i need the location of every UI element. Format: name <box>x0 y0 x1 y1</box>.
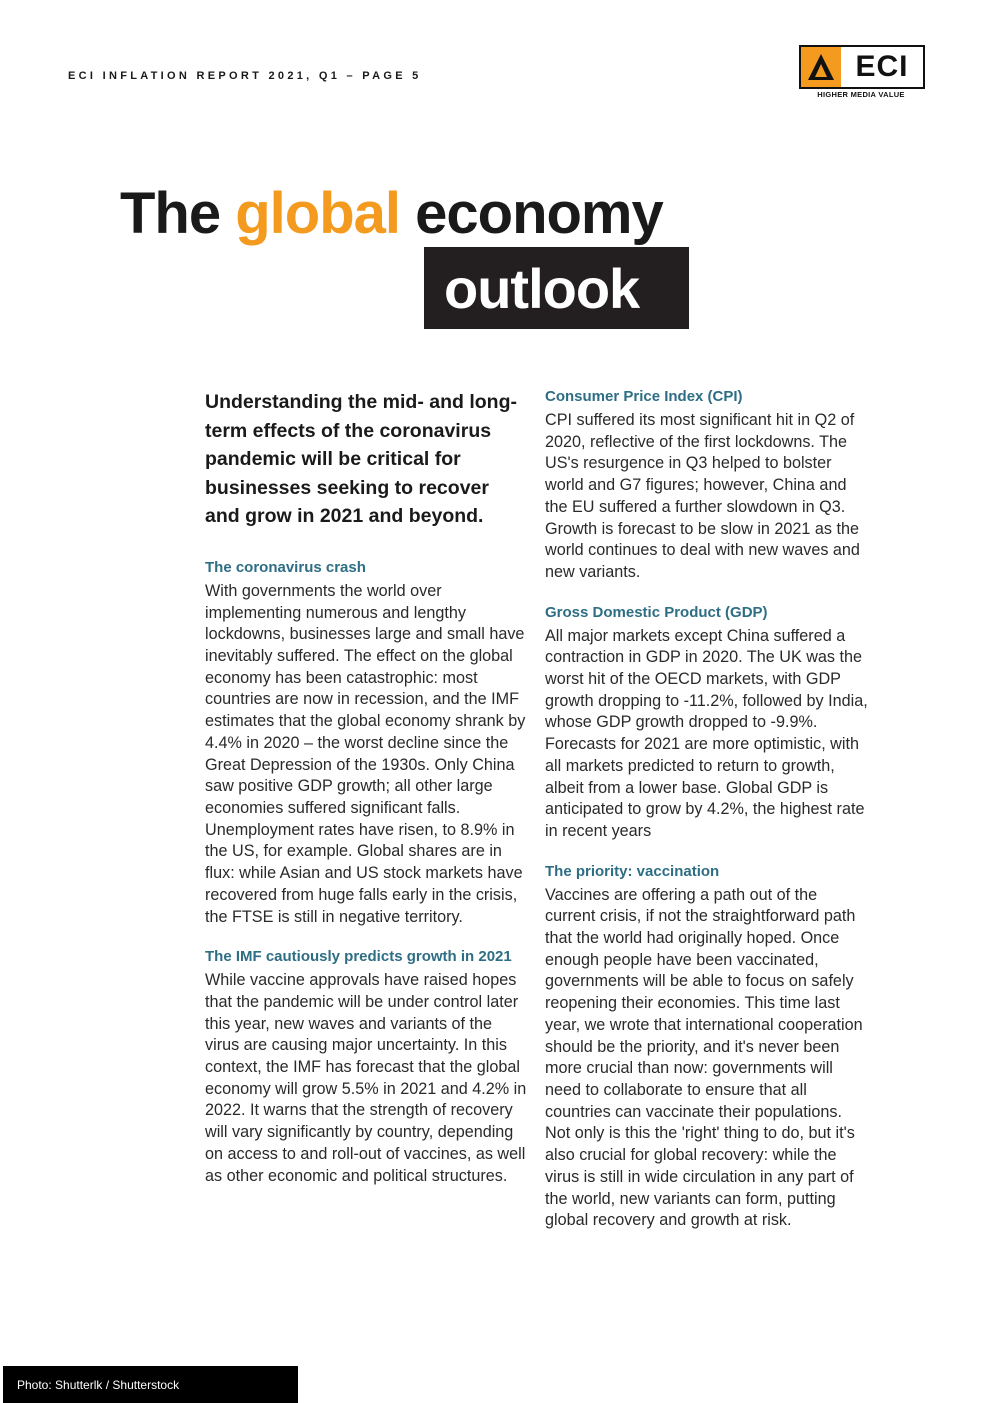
section-imf-growth <box>205 948 527 1187</box>
logo-box <box>799 45 925 89</box>
photo-credit: Photo: Shutterlk / Shutterstock <box>3 1366 298 1403</box>
section-cpi <box>545 388 870 584</box>
section-body: All major markets except China suffered a contraction in GDP in 2020. The UK was the worst hit of the OECD markets, with GDP growth dropping to -11.2%, followed by India, whose GDP growth dropped to -9.9%. Forecasts for 2021 are more optimistic, with all markets predicted to return to growth, albeit from a lower base. Global GDP is anticipated to grow by 4.2%, the highest rate in recent years <box>545 626 868 840</box>
title-accent-word: global <box>235 181 401 246</box>
section-body: CPI suffered its most significant hit in Q2 of 2020, reflective of the first lockdowns. The US's resurgence in Q3 helped to bolster world and G7 figures; however, China and the EU suffered a further slowdown in Q3. Growth is forecast to be slow in 2021 as the world continues to deal with new waves and new variants. <box>545 411 860 581</box>
title-boxed-word: outlook <box>424 247 689 329</box>
right-column <box>545 388 870 1252</box>
logo-tagline: HIGHER MEDIA VALUE <box>817 90 905 99</box>
eci-logo <box>799 45 925 101</box>
running-header: ECI INFLATION REPORT 2021, Q1 – PAGE 5 <box>68 70 422 82</box>
section-gdp <box>545 604 870 843</box>
page-title <box>120 180 663 247</box>
section-heading: Gross Domestic Product (GDP) <box>545 603 768 621</box>
section-coronavirus-crash <box>205 559 527 928</box>
left-column <box>205 388 527 1207</box>
section-vaccination <box>545 863 870 1232</box>
section-heading: Consumer Price Index (CPI) <box>545 388 743 405</box>
title-word-the: The <box>120 181 236 246</box>
section-body: With governments the world over implementing numerous and lengthy lockdowns, businesses large and small have inevitably suffered. The effect on the global economy has been catastrophic: most countries are now in recession, and the IMF estimates that the global economy shrank by 4.4% in 2020 – the worst decline since the Great Depression of the 1930s. Only China saw positive GDP growth; all other large economies suffered significant falls. Unemployment rates have risen, to 8.9% in the US, for example. Global shares are in flux: while Asian and US stock markets have recovered from huge falls early in the crisis, the FTSE is still in negative territory. <box>205 581 526 926</box>
section-body: While vaccine approvals have raised hopes that the pandemic will be under control later this year, new waves and variants of the virus are causing major uncertainty. In this context, the IMF has forecast that the global economy will grow 5.5% in 2021 and 4.2% in 2022. It warns that the strength of recovery will vary significantly by country, depending on access to and roll-out of vaccines, as well as other economic and political structures. <box>205 971 527 1185</box>
title-word-economy: economy <box>400 181 663 246</box>
section-heading: The coronavirus crash <box>205 558 366 576</box>
section-body: Vaccines are offering a path out of the current crisis, if not the straightforward path that the world had originally hoped. Once enough people have been vaccinated, governments will be able to focus on safely reopening their economies. This time last year, we wrote that international cooperation should be the priority, and it's never been more crucial than now: governments will need to collaborate to ensure that all countries can vaccinate their populations. Not only is this the 'right' thing to do, but it's also crucial for global recovery: while the virus is still in wide circulation in any part of the world, new variants can form, putting global recovery and growth at risk. <box>545 885 863 1230</box>
section-heading: The IMF cautiously predicts growth in 2021 <box>205 948 512 966</box>
section-heading: The priority: vaccination <box>545 862 720 880</box>
intro-paragraph: Understanding the mid- and long-term effects of the coronavirus pandemic will be critical for businesses seeking to recover and grow in 2021 and beyond. <box>205 391 517 528</box>
eci-triangle-icon <box>801 47 841 87</box>
logo-letters: ECI <box>855 50 909 83</box>
